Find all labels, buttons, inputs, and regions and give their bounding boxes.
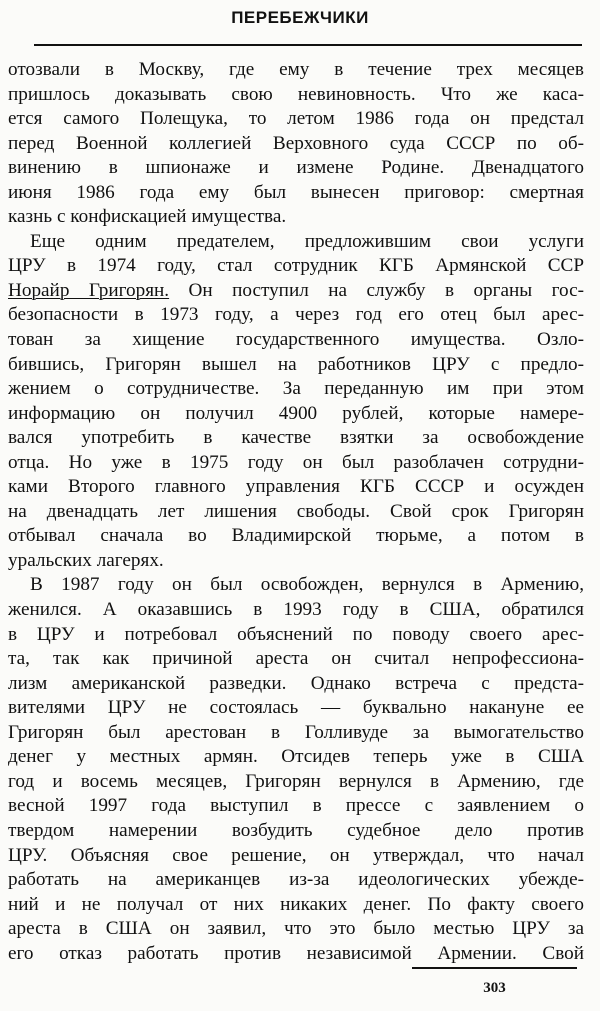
text-line: В 1987 году он был освобожден, вернулся в Армению, [30, 574, 584, 596]
text-line: винению в шпионаже и измене Родине. Двенадцатого [8, 157, 584, 179]
text-line: ЦРУ в 1974 году, стал сотрудник КГБ Армянской ССР [8, 255, 584, 277]
text-line: та, так как причиной ареста он считал непрофессиона- [8, 648, 584, 670]
running-head-title: ПЕРЕБЕЖЧИКИ [231, 8, 369, 27]
text-line: лизм американской разведки. Однако встреча с предста- [8, 672, 584, 694]
text-line: денег у местных армян. Отсидев теперь уже в США [8, 746, 584, 768]
text-line: информацию он получил 4900 рублей, которые намере- [8, 402, 584, 424]
text-line: вался употребить в качестве взятки за освобождение [8, 427, 584, 449]
text-line-remainder: Он поступил на службу в органы гос- [169, 279, 584, 301]
text-line: жением о сотрудничестве. За переданную им при этом [8, 378, 584, 400]
text-line: его отказ работать против независимой Армении. Свой [8, 942, 584, 964]
underlined-name: Норайр Григорян. [8, 279, 170, 301]
text-line: безопасности в 1973 году, а через год его отец был арес- [8, 304, 584, 326]
text-line: ареста в США он заявил, что это было местью ЦРУ за [8, 918, 584, 940]
text-line: тован за хищение государственного имущества. Озло- [8, 329, 584, 351]
text-line: Григорян был арестован в Голливуде за вымогательство [8, 721, 584, 743]
text-line: ний и не получал от них никаких денег. По факту своего [8, 893, 584, 915]
text-line: весной 1997 года выступил в прессе с заявлением о [8, 795, 584, 817]
text-line: отбывал сначала во Владимирской тюрьме, а потом в [8, 525, 584, 547]
text-line: отца. Но уже в 1975 году он был разоблачен сотрудни- [8, 451, 584, 473]
footer-rule [412, 967, 577, 969]
text-line: уральских лагерях. [8, 549, 164, 571]
header-rule [34, 44, 582, 46]
text-line: твердом намерении возбудить судебное дело против [8, 819, 584, 841]
text-line: год и восемь месяцев, Григорян вернулся в Армению, где [8, 770, 584, 792]
text-line: в ЦРУ и потребовал объяснений по поводу своего арес- [8, 623, 584, 645]
text-line: бившись, Григорян вышел на работников ЦРУ с предло- [8, 353, 584, 375]
page-number: 303 [483, 980, 506, 996]
text-line: на двенадцать лет лишения свободы. Свой срок Григорян [8, 500, 584, 522]
text-line: ется самого Полещука, то летом 1986 года он предстал [8, 108, 584, 130]
text-line: пришлось доказывать свою невиновность. Что же каса- [8, 83, 584, 105]
text-line-with-name [8, 279, 584, 304]
text-line: вителями ЦРУ не состоялась — буквально накануне ее [8, 697, 584, 719]
text-line: июня 1986 года ему был вынесен приговор: смертная [8, 181, 584, 203]
text-line: казнь с конфискацией имущества. [8, 206, 287, 228]
text-line: ками Второго главного управления КГБ СССР и осужден [8, 476, 584, 498]
text-line: женился. А оказавшись в 1993 году в США, обратился [8, 599, 584, 621]
text-line: работать на американцев из-за идеологических убежде- [8, 869, 584, 891]
text-line: Еще одним предателем, предложившим свои услуги [30, 230, 584, 252]
body-text [8, 58, 584, 966]
text-line: ЦРУ. Объясняя свое решение, он утверждал, что начал [8, 844, 584, 866]
text-line: отозвали в Москву, где ему в течение трех месяцев [8, 59, 584, 80]
text-line: перед Военной коллегией Верховного суда СССР по об- [8, 132, 584, 154]
